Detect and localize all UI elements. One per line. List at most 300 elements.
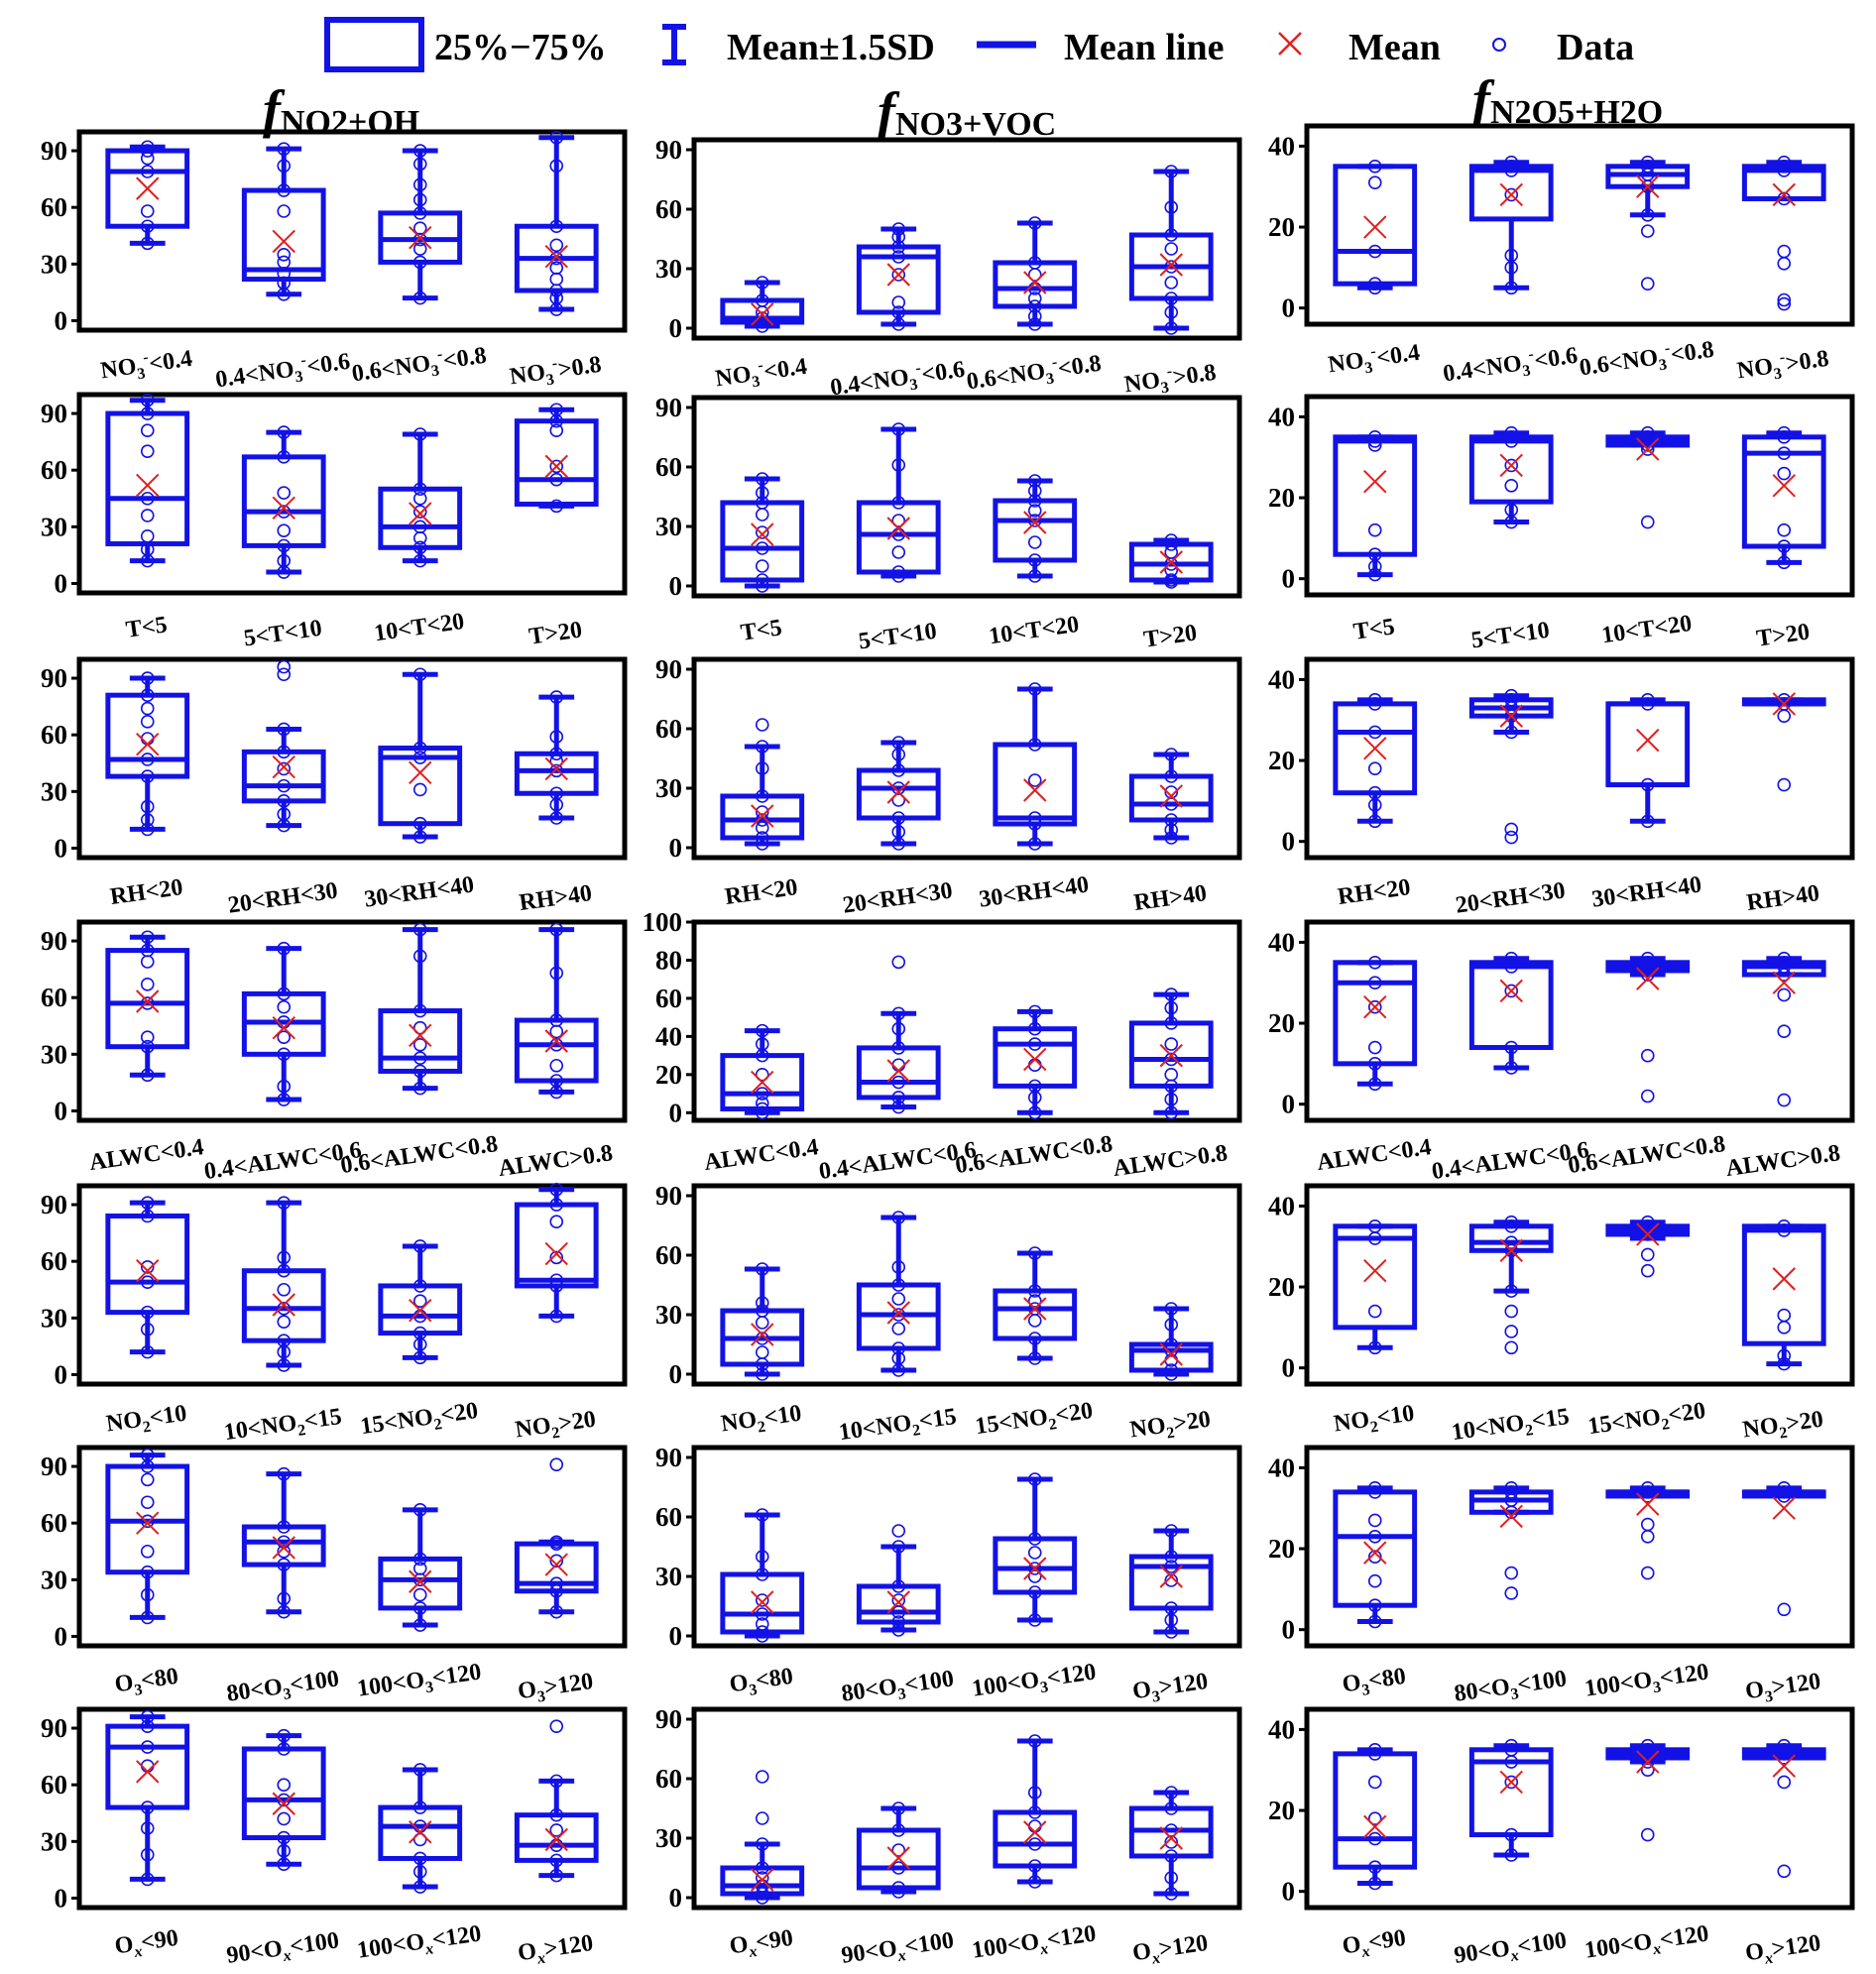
- box-3: [1608, 1217, 1688, 1277]
- y-tick-label: 20: [1268, 1008, 1295, 1039]
- panel-r3-c2: [655, 654, 1239, 919]
- iqr-box: [108, 951, 187, 1047]
- category-label: 5<T<10: [1469, 617, 1552, 654]
- box-3: [381, 668, 460, 843]
- box-2: [244, 1468, 323, 1618]
- y-tick-label: 30: [41, 1039, 67, 1070]
- iqr-box: [108, 695, 187, 776]
- data-point: [278, 1779, 290, 1791]
- data-point: [142, 703, 154, 715]
- category-label: 10<T<20: [1599, 610, 1694, 649]
- y-tick-label: 60: [655, 1240, 682, 1270]
- data-point: [550, 1216, 562, 1227]
- data-point: [892, 1323, 904, 1335]
- box-4: [517, 1458, 596, 1618]
- category-label: T>20: [1754, 619, 1812, 652]
- box-4: [1744, 1220, 1823, 1370]
- box-swatch-icon: [327, 20, 421, 69]
- data-point: [1778, 1322, 1790, 1334]
- y-tick-label: 60: [41, 1770, 67, 1800]
- box-3: [381, 1504, 460, 1631]
- panel-r7-c2: [655, 1704, 1239, 1973]
- box-3: [996, 475, 1075, 582]
- y-tick-label: 20: [1268, 1534, 1295, 1565]
- y-tick-label: 90: [41, 663, 67, 694]
- data-point: [1778, 1095, 1790, 1106]
- category-label: T<5: [124, 612, 170, 643]
- category-label: $0.6<NO_3^-<0.8$: [965, 350, 1104, 396]
- legend-label-whisker: Mean±1.5SD: [727, 27, 935, 68]
- category-label: $100<O_x<120$: [1583, 1920, 1710, 1964]
- data-point: [550, 1060, 562, 1072]
- box-4: [1131, 166, 1211, 334]
- box-4: [1131, 534, 1211, 588]
- panel-grid: [41, 126, 1852, 1973]
- data-point: [550, 1458, 562, 1470]
- iqr-box: [723, 503, 802, 580]
- panel-r4-c2: [643, 907, 1240, 1185]
- category-label: 5<T<10: [242, 615, 324, 652]
- y-tick-label: 60: [655, 452, 682, 482]
- data-point: [1778, 988, 1790, 1000]
- box-2: [244, 143, 323, 300]
- category-label: $O_3>120$: [1743, 1668, 1822, 1706]
- box-2: [859, 423, 938, 582]
- y-tick-label: 30: [655, 773, 682, 803]
- data-point: [1505, 823, 1517, 835]
- y-tick-label: 40: [1268, 402, 1295, 432]
- box-1: [1336, 694, 1415, 827]
- category-label: $10<NO_2<15$: [837, 1403, 959, 1447]
- y-tick-label: 90: [655, 1181, 682, 1211]
- box-4: [1131, 988, 1211, 1118]
- category-label: 20<RH<30: [841, 877, 955, 919]
- box-3: [996, 1005, 1075, 1118]
- data-point: [1505, 480, 1517, 492]
- y-tick-label: 90: [655, 135, 682, 165]
- iqr-box: [108, 1726, 187, 1807]
- iqr-box: [244, 752, 323, 801]
- category-label: $NO_2>20$: [514, 1406, 598, 1444]
- category-label: 20<RH<30: [226, 877, 340, 919]
- column-title-2: fNO3+VOC: [878, 81, 1057, 143]
- box-4: [517, 404, 596, 512]
- y-tick-label: 20: [1268, 212, 1295, 243]
- data-point: [550, 239, 562, 251]
- y-tick-label: 60: [41, 983, 67, 1013]
- category-label: $NO_3^-<0.4$: [713, 353, 809, 393]
- box-1: [108, 141, 187, 249]
- box-1: [723, 1771, 802, 1904]
- box-4: [1131, 1787, 1211, 1900]
- y-tick-label: 0: [668, 833, 682, 863]
- y-tick-label: 0: [54, 1621, 67, 1652]
- data-point: [892, 546, 904, 558]
- data-point: [1369, 1306, 1381, 1318]
- data-point: [414, 783, 426, 795]
- box-1: [108, 1450, 187, 1624]
- data-point: [1642, 225, 1654, 237]
- iqr-box: [244, 190, 323, 280]
- category-label: 0.4<ALWC<0.6: [202, 1137, 364, 1186]
- y-tick-label: 0: [1281, 1352, 1295, 1383]
- data-point: [1165, 277, 1177, 289]
- panel-r5-c3: [1268, 1186, 1852, 1450]
- category-label: ALWC>0.8: [1111, 1140, 1230, 1183]
- y-tick-label: 30: [41, 1826, 67, 1857]
- data-point: [757, 1771, 768, 1783]
- category-label: $80<O_3<100$: [224, 1666, 341, 1707]
- category-label: $0.4<NO_3^-<0.6$: [828, 356, 967, 402]
- category-label: $O_3>120$: [516, 1668, 595, 1706]
- box-2: [244, 1197, 323, 1371]
- box-1: [108, 1711, 187, 1886]
- data-point: [757, 509, 768, 521]
- box-1: [723, 1263, 802, 1380]
- y-tick-label: 20: [655, 1059, 682, 1090]
- box-2: [244, 1730, 323, 1871]
- data-point: [550, 1720, 562, 1732]
- category-label: $90<O_x<100$: [1452, 1927, 1569, 1969]
- data-point: [892, 956, 904, 968]
- data-point: [1778, 468, 1790, 480]
- box-1: [723, 473, 802, 592]
- category-label: RH>40: [1744, 880, 1821, 917]
- data-point: [278, 205, 290, 217]
- data-point: [142, 979, 154, 990]
- panel-r3-c3: [1268, 659, 1852, 919]
- data-point: [278, 762, 290, 774]
- data-point: [757, 719, 768, 731]
- legend-label-meanline: Mean line: [1064, 27, 1225, 68]
- iqr-box: [1471, 963, 1551, 1048]
- panel-r4-c3: [1268, 922, 1852, 1185]
- panel-r5-c2: [655, 1181, 1239, 1450]
- data-point: [142, 1473, 154, 1485]
- category-label: $O_3<80$: [1341, 1663, 1408, 1699]
- y-tick-label: 0: [668, 313, 682, 343]
- box-1: [1336, 957, 1415, 1090]
- box-4: [1131, 1525, 1211, 1638]
- y-tick-label: 0: [1281, 1089, 1295, 1119]
- y-tick-label: 0: [54, 833, 67, 864]
- y-tick-label: 30: [41, 249, 67, 280]
- data-point: [1778, 1865, 1790, 1877]
- y-tick-label: 0: [1281, 292, 1295, 323]
- data-point: [142, 205, 154, 217]
- data-point: [1369, 1575, 1381, 1587]
- category-label: ALWC>0.8: [1723, 1140, 1842, 1183]
- box-4: [517, 924, 596, 1099]
- iqr-box: [244, 457, 323, 546]
- y-tick-label: 60: [655, 1502, 682, 1532]
- box-1: [1336, 1744, 1415, 1890]
- y-tick-label: 90: [41, 1190, 67, 1220]
- data-point: [757, 560, 768, 572]
- y-tick-label: 30: [655, 1300, 682, 1330]
- y-tick-label: 90: [655, 654, 682, 684]
- data-point: [757, 526, 768, 538]
- data-point: [142, 445, 154, 457]
- data-point: [278, 524, 290, 536]
- iqr-box: [108, 413, 187, 543]
- box-3: [1608, 953, 1688, 1103]
- category-label: 20<RH<30: [1454, 877, 1568, 919]
- y-tick-label: 90: [41, 926, 67, 957]
- box-4: [517, 1184, 596, 1323]
- data-point: [1778, 1025, 1790, 1037]
- data-point: [1505, 1587, 1517, 1599]
- category-label: RH<20: [1336, 874, 1413, 911]
- box-4: [1744, 1740, 1823, 1878]
- box-3: [381, 1764, 460, 1893]
- plot-frame: [1307, 922, 1852, 1120]
- data-point: [1778, 710, 1790, 722]
- data-point: [142, 1496, 154, 1508]
- iqr-box: [1471, 167, 1551, 219]
- category-label: 0.4<ALWC<0.6: [817, 1137, 979, 1186]
- y-tick-label: 90: [41, 136, 67, 167]
- plot-frame: [1307, 1709, 1852, 1908]
- iqr-box: [1608, 704, 1688, 785]
- y-tick-label: 0: [54, 305, 67, 336]
- data-point: [1029, 1315, 1041, 1327]
- data-point: [757, 1594, 768, 1606]
- box-4: [1131, 1303, 1211, 1380]
- data-point: [1505, 1326, 1517, 1337]
- box-1: [108, 672, 187, 835]
- category-label: ALWC<0.4: [1315, 1134, 1434, 1177]
- y-tick-label: 40: [1268, 1452, 1295, 1483]
- box-1: [723, 1025, 802, 1119]
- panel-r6-c3: [1268, 1448, 1852, 1711]
- data-point: [142, 1546, 154, 1558]
- category-label: $O_x>120$: [516, 1929, 595, 1968]
- box-1: [1336, 1220, 1415, 1353]
- panel-r6-c2: [655, 1443, 1239, 1711]
- legend: [327, 20, 1634, 69]
- x-marker-icon: [1279, 33, 1301, 55]
- panel-r1-c3: [1268, 126, 1852, 391]
- category-label: 5<T<10: [857, 618, 939, 655]
- iqr-box: [1471, 1226, 1551, 1250]
- data-point: [1369, 1776, 1381, 1788]
- y-tick-label: 0: [1281, 563, 1295, 594]
- y-tick-label: 40: [1268, 1191, 1295, 1221]
- legend-label-box: 25%−75%: [434, 27, 607, 68]
- iqr-box: [1744, 1226, 1823, 1343]
- data-point: [550, 274, 562, 286]
- legend-label-data: Data: [1557, 27, 1635, 68]
- iqr-box: [1336, 167, 1415, 284]
- plot-frame: [1307, 659, 1852, 858]
- y-tick-label: 30: [655, 254, 682, 284]
- data-point: [1778, 246, 1790, 258]
- plot-frame: [1307, 1448, 1852, 1646]
- box-1: [723, 719, 802, 850]
- y-tick-label: 60: [41, 1246, 67, 1277]
- y-tick-label: 0: [668, 1883, 682, 1913]
- category-label: $NO_3^->0.8$: [508, 351, 604, 391]
- category-label: $O_x<90$: [728, 1924, 795, 1961]
- y-tick-label: 90: [41, 1713, 67, 1744]
- category-label: RH>40: [517, 880, 594, 917]
- data-point: [1642, 1248, 1654, 1260]
- box-4: [517, 1720, 596, 1881]
- category-label: ALWC>0.8: [496, 1140, 615, 1183]
- box-3: [381, 1240, 460, 1363]
- data-point: [757, 1346, 768, 1358]
- data-point: [892, 1594, 904, 1606]
- iqr-box: [859, 503, 938, 572]
- category-label: RH>40: [1131, 880, 1209, 917]
- category-label: $15<NO_2<20$: [358, 1397, 480, 1441]
- box-3: [1608, 1740, 1688, 1841]
- y-tick-label: 30: [41, 1303, 67, 1334]
- box-3: [381, 924, 460, 1095]
- category-label: $100<O_3<120$: [355, 1659, 483, 1702]
- category-label: $100<O_x<120$: [355, 1920, 483, 1964]
- category-label: $O_3<80$: [728, 1663, 795, 1699]
- category-label: 30<RH<40: [362, 871, 476, 913]
- category-label: $0.4<NO_3^-<0.6$: [213, 348, 352, 394]
- data-point: [1642, 517, 1654, 528]
- data-point: [1778, 1310, 1790, 1322]
- category-label: 0.6<ALWC<0.8: [953, 1131, 1114, 1180]
- data-point: [278, 1284, 290, 1296]
- y-tick-label: 40: [1268, 664, 1295, 695]
- data-point: [142, 716, 154, 728]
- y-tick-label: 40: [1268, 131, 1295, 162]
- box-2: [1471, 690, 1551, 844]
- box-3: [1608, 157, 1688, 290]
- data-point: [278, 1316, 290, 1328]
- circle-marker-icon: [1493, 39, 1505, 51]
- y-tick-label: 0: [668, 571, 682, 601]
- box-1: [108, 931, 187, 1081]
- box-2: [244, 661, 323, 832]
- iqr-box: [1336, 1754, 1415, 1867]
- category-label: 30<RH<40: [1589, 871, 1703, 913]
- data-point: [142, 424, 154, 436]
- category-label: $O_3>120$: [1130, 1668, 1210, 1706]
- category-label: T<5: [739, 615, 784, 646]
- whisker-icon: [662, 27, 686, 62]
- data-point: [1029, 1059, 1041, 1071]
- category-label: $15<NO_2<20$: [1585, 1397, 1707, 1441]
- plot-frame: [1307, 126, 1852, 324]
- data-point: [1642, 1050, 1654, 1062]
- category-label: 0.6<ALWC<0.8: [338, 1131, 500, 1180]
- category-label: $NO_2<10$: [1332, 1400, 1417, 1438]
- y-tick-label: 30: [41, 1565, 67, 1595]
- box-4: [1744, 157, 1823, 310]
- panel-r4-c1: [41, 922, 625, 1185]
- panel-r5-c1: [41, 1184, 625, 1450]
- category-label: $0.6<NO_3^-<0.8$: [350, 342, 489, 388]
- iqr-box: [517, 1815, 596, 1861]
- box-3: [996, 1247, 1075, 1364]
- category-label: $10<NO_2<15$: [222, 1403, 344, 1447]
- category-label: T>20: [1141, 620, 1199, 653]
- y-tick-label: 0: [1281, 1876, 1295, 1907]
- y-tick-label: 60: [655, 1764, 682, 1794]
- data-point: [142, 733, 154, 745]
- category-label: $100<O_3<120$: [970, 1659, 1098, 1702]
- category-label: T>20: [527, 617, 584, 650]
- data-point: [1778, 1776, 1790, 1788]
- legend-label-mean: Mean: [1348, 27, 1441, 68]
- box-1: [108, 395, 187, 567]
- data-point: [1505, 1306, 1517, 1318]
- y-tick-label: 30: [655, 1562, 682, 1591]
- box-3: [1608, 1482, 1688, 1579]
- y-tick-label: 60: [655, 714, 682, 744]
- box-3: [381, 145, 460, 304]
- box-4: [1744, 1482, 1823, 1615]
- category-label: $NO_2>20$: [1128, 1406, 1213, 1444]
- panel-r6-c1: [41, 1448, 625, 1711]
- category-label: 0.4<ALWC<0.6: [1430, 1137, 1591, 1186]
- data-point: [1778, 779, 1790, 791]
- plot-frame: [694, 659, 1239, 858]
- data-point: [414, 1589, 426, 1601]
- category-label: ALWC<0.4: [87, 1134, 206, 1177]
- box-1: [723, 277, 802, 332]
- box-3: [1608, 694, 1688, 827]
- data-point: [142, 530, 154, 542]
- category-label: $80<O_3<100$: [1452, 1666, 1569, 1707]
- y-tick-label: 60: [655, 983, 682, 1013]
- iqr-box: [1336, 1492, 1415, 1605]
- category-label: $0.4<NO_3^-<0.6$: [1441, 342, 1580, 388]
- data-point: [892, 1293, 904, 1305]
- data-point: [1642, 1568, 1654, 1579]
- category-label: 30<RH<40: [977, 871, 1091, 913]
- box-3: [996, 683, 1075, 850]
- data-point: [1505, 1341, 1517, 1353]
- box-2: [859, 223, 938, 330]
- y-tick-label: 60: [41, 720, 67, 751]
- y-tick-label: 40: [1268, 927, 1295, 958]
- y-tick-label: 90: [655, 1443, 682, 1472]
- plot-frame: [1307, 397, 1852, 595]
- y-tick-label: 90: [655, 1704, 682, 1734]
- y-tick-label: 0: [54, 568, 67, 599]
- box-2: [859, 956, 938, 1112]
- category-label: $90<O_x<100$: [839, 1927, 956, 1969]
- data-point: [1505, 1568, 1517, 1579]
- data-point: [1642, 1091, 1654, 1103]
- data-point: [278, 1001, 290, 1013]
- box-1: [108, 1197, 187, 1357]
- data-point: [1642, 278, 1654, 290]
- data-point: [892, 1059, 904, 1071]
- category-label: ALWC<0.4: [702, 1134, 821, 1177]
- y-tick-label: 0: [668, 1098, 682, 1128]
- box-2: [1471, 427, 1551, 528]
- column-title-1: fNO2+OH: [263, 79, 420, 141]
- category-label: RH<20: [108, 874, 185, 911]
- data-point: [278, 661, 290, 673]
- y-tick-label: 0: [1281, 1614, 1295, 1645]
- box-1: [723, 1509, 802, 1642]
- box-1: [1336, 161, 1415, 293]
- y-tick-label: 30: [655, 512, 682, 541]
- box-4: [1744, 693, 1823, 791]
- data-point: [892, 1525, 904, 1537]
- data-point: [1369, 176, 1381, 188]
